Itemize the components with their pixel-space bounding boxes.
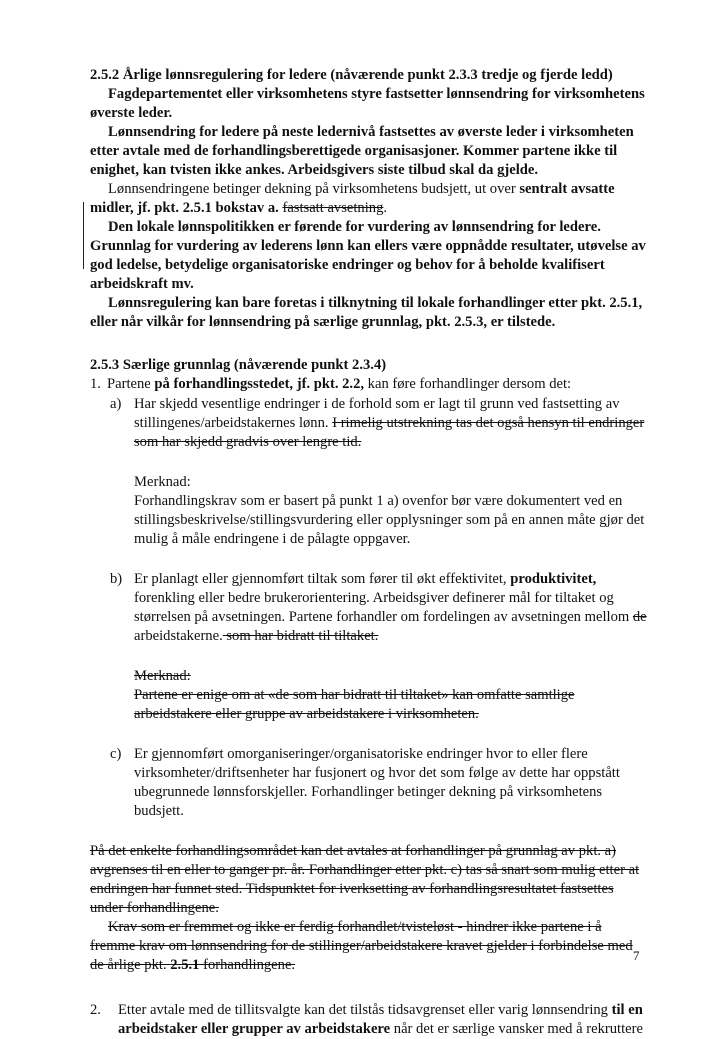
deleted-paragraph: Krav som er fremmet og ikke er ferdig forhandlet/tvisteløst - hindrer ikke partene i å fremme krav om lønnsendring for de stillinger/arbeidstakere kravet gjelder i forbindelse med de årlige pkt. 2.5.1 forhandlingene. [90,919,633,973]
paragraph-budget-coverage: Lønnsendringene betinger dekning på virksomhetens budsjett, ut over sentralt avsatte midler, jf. pkt. 2.5.1 bokstav a. fastsatt avsetning. [90,181,615,216]
document-page [90,66,650,1039]
section-2-5-2-heading: 2.5.2 Årlige lønnsregulering for ledere (nåværende punkt 2.3.3 tredje og fjerde ledd) [90,67,613,83]
deleted-text: I rimelig utstrekning tas det også hensyn til endringer som har skjedd gradvis over lengre tid. [134,415,645,450]
sub-list [90,395,650,821]
paragraph-local-pay-policy: Den lokale lønnspolitikken er førende for vurdering av lønnsendring for ledere. Grunnlag for vurdering av lederens lønn kan ellers være oppnådde resultater, utøvelse av god ledelse, betydelige organisatoriske endringer og behov for å beholde kvalifisert arbeidskraft mv. [90,219,646,292]
inserted-text: sentralt avsatte midler, jf. pkt. 2.5.1 bokstav a. [90,181,615,216]
deleted-text: fastsatt avsetning [282,200,384,216]
page-number: 7 [633,948,640,963]
note-text: Forhandlingskrav som er basert på punkt 1 a) ovenfor bør være dokumentert ved en stillingsbeskrivelse/stillingsvurdering eller opplysninger som på en annen måte gjør det mulig å måle endringene i de pålagte oppgaver. [134,493,645,547]
deleted-text: som har bidratt til tiltaket. [222,628,379,644]
revision-change-bar [83,202,84,269]
paragraph-top-leader: Fagdepartementet eller virksomhetens styre fastsetter lønnsendring for virksomhetens øverste leder. [90,86,645,121]
list-item-b: b) Er planlagt eller gjennomført tiltak som fører til økt effektivitet, produktivitet, forenkling eller bedre brukerorientering. Arbeidsgiver definerer mål for tiltaket og størrelsen på avsetningen. Partene forhandler om fordelingen av avsetningen mellom de arbeidstakerne. som har bidratt til tiltaket. Merknad: Partene er enige om at «de som har bidratt til tiltaket» kan omfatte samtlige arbeidstakere eller gruppe av arbeidstakere i virksomheten. [90,570,650,724]
note-title: Merknad: [134,668,191,684]
numbered-item-2: 2. Etter avtale med de tillitsvalgte kan det tilstås tidsavgrenset eller varig lønnsendring til en arbeidstaker eller grupper av arbeidstakere når det er særlige vansker med å rekruttere [90,1002,643,1037]
numbered-item-1: 1. Partene på forhandlingsstedet, jf. pkt. 2.2, kan føre forhandlinger dersom det: [90,376,572,392]
inserted-text: til en arbeidstaker eller grupper av arbeidstakere [118,1002,643,1037]
paragraph-pay-regulation: Lønnsregulering kan bare foretas i tilknytning til lokale forhandlinger etter pkt. 2.5.1, eller når vilkår for lønnsendring på særlige grunnlag, pkt. 2.5.3, er tilstede. [90,295,643,330]
note-text: Partene er enige om at «de som har bidratt til tiltaket» kan omfatte samtlige arbeidstakere eller gruppe av arbeidstakere i virksomheten. [134,687,575,722]
paragraph-next-level-leaders: Lønnsendring for ledere på neste ledernivå fastsettes av øverste leder i virksomheten etter avtale med de forhandlingsberettigede organisasjoner. Kommer partene ikke til enighet, kan tvisten ikke ankes. Arbeidsgivers siste tilbud skal da gjelde. [90,124,634,178]
list-item-a: a) Har skjedd vesentlige endringer i de forhold som er lagt til grunn ved fastsetting av stillingenes/arbeidstakernes lønn. I rimelig utstrekning tas det også hensyn til endringer som har skjedd gradvis over lengre tid. Merknad: Forhandlingskrav som er basert på punkt 1 a) ovenfor bør være dokumentert ved en stillingsbeskrivelse/stillingsvurdering eller opplysninger som på en annen måte gjør det mulig å måle endringene i de pålagte oppgaver. [90,395,650,549]
inserted-text: på forhandlingsstedet, jf. pkt. 2.2, [154,376,365,392]
section-2-5-3-heading: 2.5.3 Særlige grunnlag (nåværende punkt 2.3.4) [90,357,387,373]
note-title: Merknad: [134,474,191,490]
deleted-paragraph: På det enkelte forhandlingsområdet kan det avtales at forhandlinger på grunnlag av pkt. a) avgrenses til en eller to ganger pr. år. Forhandlinger etter pkt. c) tas så snart som mulig etter at endringen har funnet sted. Tidspunktet for iverksetting av forhandlingsresultatet fastsettes under forhandlingene. [90,843,640,916]
inserted-text: produktivitet, [510,571,597,587]
deleted-text: de [632,609,647,625]
list-item-c: c) Er gjennomført omorganiseringer/organisatoriske endringer hvor to eller flere virksomheter/driftsenheter har fusjonert og hvor det som følge av dette har oppstått ubegrunnede lønnsforskjeller. Forhandlinger betinger dekning på virksomhetens budsjett. [110,746,620,819]
